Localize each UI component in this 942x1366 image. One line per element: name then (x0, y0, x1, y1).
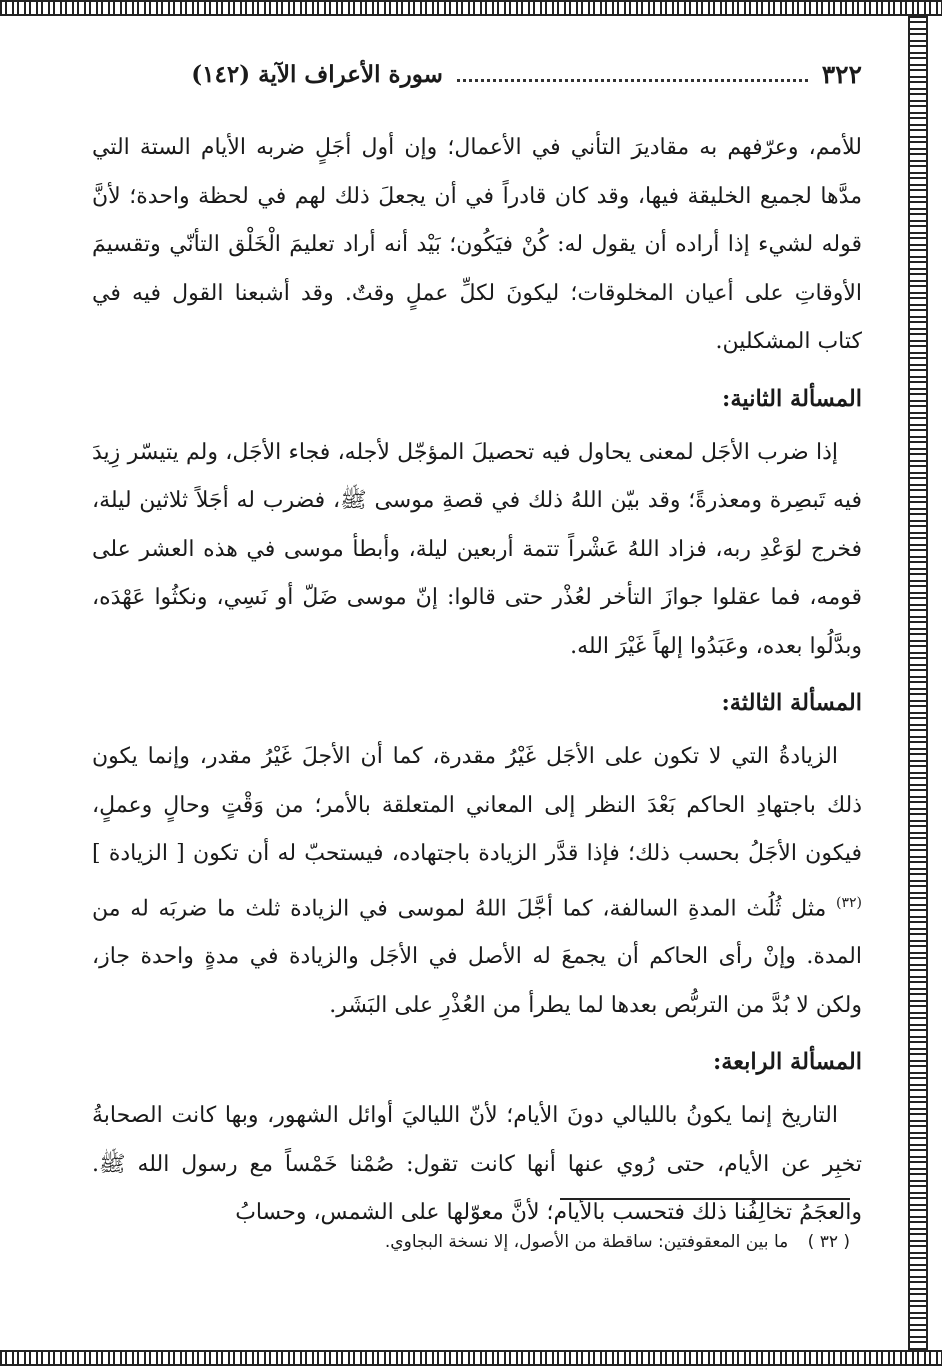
main-text (92, 124, 862, 1238)
paragraph-4: التاريخ إنما يكونُ بالليالي دونَ الأيام؛ لأنّ اللياليَ أوائل الشهور، وبها كانت الصحابةُ تخبِر عن الأيام، حتى رُوي عنها أنها كانت تقول: صُمْنا خَمْساً مع رسول الله ﷺ. والعجَمُ تخالِفُنا ذلك فتحسب بالأيام؛ لأنَّ معوّلها على الشمس، وحسابُ (92, 1103, 862, 1226)
footnote-separator (560, 1198, 850, 1200)
heading-second-issue: المسألة الثانية: (722, 385, 862, 412)
footnote-text: ما بين المعقوفتين: ساقطة من الأصول، إلا نسخة البجاوي. (384, 1232, 789, 1252)
page-number: ٣٢٢ (821, 59, 862, 89)
paragraph-3-part-a: الزيادةُ التي لا تكون على الأجَل غَيْرُ مقدرة، كما أن الأجلَ غَيْرُ مقدر، وإنما يكون ذلك باجتهادِ الحاكم بَعْدَ النظر إلى المعاني المتعلقة بالأمر؛ من وَقْتٍ وحالٍ وعملٍ، فيكون الأجَلُ بحسب ذلك؛ فإذا قدَّر الزيادة باجتهاده، فيستحبّ له أن تكون [ الزيادة ] (92, 744, 862, 866)
heading-third-issue: المسألة الثالثة: (721, 690, 862, 716)
footnote-number: ( ٣٢ ) (807, 1232, 850, 1252)
paragraph-1: للأمم، وعرّفهم به مقاديرَ التأني في الأعمال؛ وإن أول أجَلٍ ضربه الأيام الستة التي مدَّها لجميع الخليقة فيها، وقد كان قادراً في أن يجعلَ ذلك لهم في لحظة واحدة؛ لأنَّ قوله لشيء إذا أراده أن يقول له: كُنْ فيَكُون؛ بَيْد أنه أراد تعليمَ الْخَلْق التأنّي وتقسيمَ الأوقاتِ على أعيان المخلوقات؛ ليكونَ لكلِّ عملٍ وقتٌ. وقد أشبعنا القول فيه في كتاب المشكلين. (92, 135, 862, 354)
paragraph-3 (92, 733, 862, 1030)
running-header (92, 52, 862, 96)
heading-fourth-issue: المسألة الرابعة: (712, 1049, 862, 1076)
decorative-border-right (908, 16, 928, 1350)
header-title: سورة الأعراف الآية (١٤٢) (191, 60, 443, 88)
footnote (385, 1232, 850, 1252)
footnote-reference: (٣٢) (836, 894, 862, 911)
paragraph-2: إذا ضرب الأجَل لمعنى يحاول فيه تحصيلَ المؤجّل لأجله، فجاء الأجَل، ولم يتيسّر زِيدَ فيه تَبصِرة ومعذرةً؛ وقد بيّن اللهُ ذلك في قصةِ موسى ﷺ، فضرب له أجَلاً ثلاثين ليلة، فخرج لوَعْدِ ربه، فزاد اللهُ عَشْراً تتمة أربعين ليلة، وأبطأ موسى في هذه العشر على قومه، فما عقلوا جوازَ التأخر لعُذْر حتى قالوا: إنّ موسى ضَلّ أو نَسِي، ونكثُوا عَهْدَه، وبدَّلُوا بعده، وعَبَدُوا إلهاً غَيْرَ الله. (92, 439, 862, 659)
header-dot-leader (457, 67, 808, 82)
decorative-border-top (0, 0, 942, 16)
paragraph-3-part-b: مثل ثُلُث المدةِ السالفة، كما أجَّلَ اللهُ لموسى في الزيادة ثلث ما ضربَه له من المدة. وإنْ رأى الحاكم أن يجمعَ له الأصل في الأجَل والزيادة في مدةٍ واحدة جاز، ولكن لا بُدَّ من التربُّص بعدها لما يطرأ من العُذْرِ على البَشَر. (92, 895, 862, 1018)
page-content (92, 52, 862, 1238)
decorative-border-bottom (0, 1350, 942, 1366)
